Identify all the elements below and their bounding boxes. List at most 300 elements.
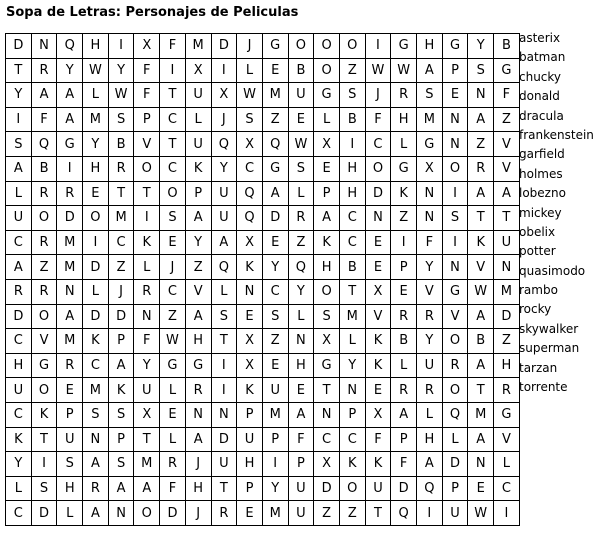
grid-cell[interactable]: R xyxy=(6,279,32,304)
grid-cell[interactable]: L xyxy=(339,329,365,354)
grid-cell[interactable]: Z xyxy=(262,329,288,354)
grid-cell[interactable]: R xyxy=(288,206,314,231)
grid-cell[interactable]: O xyxy=(339,476,365,501)
grid-cell[interactable]: F xyxy=(365,427,391,452)
grid-cell[interactable]: O xyxy=(31,206,57,231)
grid-cell[interactable]: I xyxy=(6,107,32,132)
grid-cell[interactable]: A xyxy=(288,402,314,427)
grid-cell[interactable]: F xyxy=(31,107,57,132)
grid-cell[interactable]: O xyxy=(31,378,57,403)
grid-cell[interactable]: T xyxy=(468,378,494,403)
grid-cell[interactable]: W xyxy=(468,501,494,526)
grid-cell[interactable]: P xyxy=(314,181,340,206)
grid-cell[interactable]: F xyxy=(417,230,443,255)
grid-cell[interactable]: N xyxy=(468,83,494,108)
grid-cell[interactable]: O xyxy=(83,206,109,231)
grid-cell[interactable]: X xyxy=(237,353,263,378)
grid-cell[interactable]: N xyxy=(442,255,468,280)
grid-cell[interactable]: L xyxy=(134,255,160,280)
grid-cell[interactable]: T xyxy=(160,83,186,108)
grid-cell[interactable]: P xyxy=(391,427,417,452)
grid-cell[interactable]: C xyxy=(237,156,263,181)
grid-cell[interactable]: A xyxy=(134,476,160,501)
grid-cell[interactable]: A xyxy=(417,452,443,477)
grid-cell[interactable]: H xyxy=(185,329,211,354)
grid-cell[interactable]: D xyxy=(365,181,391,206)
grid-cell[interactable]: V xyxy=(134,132,160,157)
grid-cell[interactable]: E xyxy=(262,353,288,378)
grid-cell[interactable]: T xyxy=(314,378,340,403)
grid-cell[interactable]: G xyxy=(31,353,57,378)
grid-cell[interactable]: F xyxy=(391,452,417,477)
grid-cell[interactable]: G xyxy=(391,156,417,181)
grid-cell[interactable]: Z xyxy=(314,501,340,526)
grid-cell[interactable]: R xyxy=(57,181,83,206)
grid-cell[interactable]: U xyxy=(57,427,83,452)
grid-cell[interactable]: I xyxy=(442,181,468,206)
grid-cell[interactable]: V xyxy=(494,156,520,181)
grid-cell[interactable]: P xyxy=(339,402,365,427)
grid-cell[interactable]: Q xyxy=(391,501,417,526)
grid-cell[interactable]: Y xyxy=(83,132,109,157)
grid-cell[interactable]: L xyxy=(391,132,417,157)
grid-cell[interactable]: O xyxy=(314,34,340,59)
grid-cell[interactable]: L xyxy=(211,279,237,304)
grid-cell[interactable]: U xyxy=(442,501,468,526)
grid-cell[interactable]: D xyxy=(83,304,109,329)
grid-cell[interactable]: E xyxy=(57,378,83,403)
grid-cell[interactable]: K xyxy=(468,230,494,255)
grid-cell[interactable]: N xyxy=(108,501,134,526)
grid-cell[interactable]: Z xyxy=(468,132,494,157)
grid-cell[interactable]: Q xyxy=(442,402,468,427)
grid-cell[interactable]: L xyxy=(6,181,32,206)
grid-cell[interactable]: R xyxy=(134,279,160,304)
grid-cell[interactable]: A xyxy=(417,58,443,83)
grid-cell[interactable]: Y xyxy=(211,156,237,181)
grid-cell[interactable]: A xyxy=(83,452,109,477)
grid-cell[interactable]: L xyxy=(83,83,109,108)
grid-cell[interactable]: K xyxy=(365,452,391,477)
grid-cell[interactable]: C xyxy=(339,206,365,231)
grid-cell[interactable]: E xyxy=(237,304,263,329)
grid-cell[interactable]: C xyxy=(6,501,32,526)
grid-cell[interactable]: C xyxy=(6,230,32,255)
grid-cell[interactable]: U xyxy=(134,378,160,403)
grid-cell[interactable]: N xyxy=(417,206,443,231)
grid-cell[interactable]: P xyxy=(391,255,417,280)
grid-cell[interactable]: N xyxy=(314,402,340,427)
grid-cell[interactable]: M xyxy=(57,230,83,255)
grid-cell[interactable]: Z xyxy=(339,58,365,83)
grid-cell[interactable]: N xyxy=(442,107,468,132)
grid-cell[interactable]: B xyxy=(391,329,417,354)
grid-cell[interactable]: Z xyxy=(494,107,520,132)
grid-cell[interactable]: X xyxy=(314,132,340,157)
grid-cell[interactable]: H xyxy=(339,181,365,206)
grid-cell[interactable]: M xyxy=(262,501,288,526)
grid-cell[interactable]: A xyxy=(211,230,237,255)
grid-cell[interactable]: N xyxy=(237,279,263,304)
grid-cell[interactable]: U xyxy=(211,206,237,231)
grid-cell[interactable]: Q xyxy=(237,206,263,231)
grid-cell[interactable]: G xyxy=(262,34,288,59)
grid-cell[interactable]: S xyxy=(108,402,134,427)
grid-cell[interactable]: R xyxy=(31,230,57,255)
grid-cell[interactable]: Z xyxy=(391,206,417,231)
grid-cell[interactable]: T xyxy=(494,206,520,231)
grid-cell[interactable]: N xyxy=(442,132,468,157)
grid-cell[interactable]: F xyxy=(134,329,160,354)
grid-cell[interactable]: C xyxy=(494,476,520,501)
grid-cell[interactable]: K xyxy=(339,452,365,477)
grid-cell[interactable]: R xyxy=(391,83,417,108)
grid-cell[interactable]: O xyxy=(288,34,314,59)
grid-cell[interactable]: S xyxy=(339,83,365,108)
grid-cell[interactable]: A xyxy=(108,353,134,378)
grid-cell[interactable]: C xyxy=(160,279,186,304)
grid-cell[interactable]: Z xyxy=(288,230,314,255)
grid-cell[interactable]: C xyxy=(365,132,391,157)
grid-cell[interactable]: R xyxy=(83,476,109,501)
grid-cell[interactable]: Z xyxy=(494,329,520,354)
grid-cell[interactable]: A xyxy=(57,107,83,132)
grid-cell[interactable]: O xyxy=(314,279,340,304)
grid-cell[interactable]: G xyxy=(442,279,468,304)
grid-cell[interactable]: C xyxy=(314,427,340,452)
grid-cell[interactable]: U xyxy=(417,353,443,378)
grid-cell[interactable]: Y xyxy=(468,34,494,59)
grid-cell[interactable]: S xyxy=(314,304,340,329)
grid-cell[interactable]: P xyxy=(57,402,83,427)
grid-cell[interactable]: N xyxy=(468,452,494,477)
grid-cell[interactable]: G xyxy=(391,34,417,59)
grid-cell[interactable]: N xyxy=(134,304,160,329)
grid-cell[interactable]: O xyxy=(442,329,468,354)
grid-cell[interactable]: I xyxy=(108,34,134,59)
grid-cell[interactable]: A xyxy=(391,402,417,427)
grid-cell[interactable]: P xyxy=(108,427,134,452)
grid-cell[interactable]: H xyxy=(339,156,365,181)
grid-cell[interactable]: B xyxy=(468,329,494,354)
grid-cell[interactable]: R xyxy=(417,304,443,329)
grid-cell[interactable]: I xyxy=(391,230,417,255)
grid-cell[interactable]: K xyxy=(365,329,391,354)
grid-cell[interactable]: I xyxy=(57,156,83,181)
grid-cell[interactable]: R xyxy=(494,378,520,403)
grid-cell[interactable]: C xyxy=(339,230,365,255)
grid-cell[interactable]: R xyxy=(468,156,494,181)
grid-cell[interactable]: H xyxy=(83,156,109,181)
grid-cell[interactable]: K xyxy=(31,402,57,427)
grid-cell[interactable]: O xyxy=(314,58,340,83)
grid-cell[interactable]: F xyxy=(365,107,391,132)
grid-cell[interactable]: E xyxy=(391,279,417,304)
grid-cell[interactable]: G xyxy=(494,402,520,427)
grid-cell[interactable]: E xyxy=(288,378,314,403)
grid-cell[interactable]: M xyxy=(185,34,211,59)
grid-cell[interactable]: U xyxy=(365,476,391,501)
grid-cell[interactable]: S xyxy=(237,107,263,132)
grid-cell[interactable]: Q xyxy=(31,132,57,157)
grid-cell[interactable]: C xyxy=(262,279,288,304)
grid-cell[interactable]: I xyxy=(417,501,443,526)
grid-cell[interactable]: M xyxy=(262,83,288,108)
grid-cell[interactable]: M xyxy=(57,255,83,280)
grid-cell[interactable]: S xyxy=(262,304,288,329)
grid-cell[interactable]: X xyxy=(185,58,211,83)
grid-cell[interactable]: N xyxy=(211,402,237,427)
grid-cell[interactable]: A xyxy=(185,427,211,452)
grid-cell[interactable]: C xyxy=(83,353,109,378)
grid-cell[interactable]: P xyxy=(288,452,314,477)
grid-cell[interactable]: U xyxy=(288,501,314,526)
grid-cell[interactable]: G xyxy=(57,132,83,157)
grid-cell[interactable]: L xyxy=(417,402,443,427)
grid-cell[interactable]: K xyxy=(134,230,160,255)
grid-cell[interactable]: E xyxy=(160,230,186,255)
grid-cell[interactable]: A xyxy=(6,255,32,280)
grid-cell[interactable]: N xyxy=(365,206,391,231)
grid-cell[interactable]: M xyxy=(339,304,365,329)
grid-cell[interactable]: C xyxy=(108,230,134,255)
grid-cell[interactable]: H xyxy=(185,476,211,501)
grid-cell[interactable]: N xyxy=(288,329,314,354)
grid-cell[interactable]: R xyxy=(417,378,443,403)
grid-cell[interactable]: Z xyxy=(262,107,288,132)
grid-cell[interactable]: V xyxy=(417,279,443,304)
grid-cell[interactable]: A xyxy=(185,304,211,329)
grid-cell[interactable]: I xyxy=(211,353,237,378)
grid-cell[interactable]: X xyxy=(237,132,263,157)
grid-cell[interactable]: A xyxy=(108,476,134,501)
grid-cell[interactable]: O xyxy=(134,156,160,181)
grid-cell[interactable]: X xyxy=(314,329,340,354)
grid-cell[interactable]: U xyxy=(262,378,288,403)
grid-cell[interactable]: R xyxy=(108,156,134,181)
grid-cell[interactable]: R xyxy=(31,58,57,83)
grid-cell[interactable]: A xyxy=(314,206,340,231)
grid-cell[interactable]: O xyxy=(365,156,391,181)
grid-cell[interactable]: J xyxy=(237,34,263,59)
grid-cell[interactable]: K xyxy=(237,378,263,403)
grid-cell[interactable]: K xyxy=(365,353,391,378)
grid-cell[interactable]: Y xyxy=(262,476,288,501)
grid-cell[interactable]: L xyxy=(83,279,109,304)
grid-cell[interactable]: T xyxy=(160,132,186,157)
grid-cell[interactable]: G xyxy=(262,156,288,181)
grid-cell[interactable]: M xyxy=(494,279,520,304)
grid-cell[interactable]: M xyxy=(468,402,494,427)
grid-cell[interactable]: S xyxy=(83,402,109,427)
grid-cell[interactable]: C xyxy=(6,329,32,354)
grid-cell[interactable]: M xyxy=(108,206,134,231)
grid-cell[interactable]: V xyxy=(365,304,391,329)
grid-cell[interactable]: T xyxy=(365,501,391,526)
grid-cell[interactable]: I xyxy=(262,452,288,477)
grid-cell[interactable]: D xyxy=(160,501,186,526)
grid-cell[interactable]: K xyxy=(314,230,340,255)
grid-cell[interactable]: K xyxy=(185,156,211,181)
grid-cell[interactable]: P xyxy=(237,402,263,427)
grid-cell[interactable]: Y xyxy=(417,255,443,280)
grid-cell[interactable]: C xyxy=(160,156,186,181)
grid-cell[interactable]: Y xyxy=(108,58,134,83)
grid-cell[interactable]: D xyxy=(314,476,340,501)
grid-cell[interactable]: R xyxy=(391,304,417,329)
grid-cell[interactable]: K xyxy=(6,427,32,452)
grid-cell[interactable]: I xyxy=(83,230,109,255)
grid-cell[interactable]: G xyxy=(314,83,340,108)
grid-cell[interactable]: E xyxy=(442,83,468,108)
grid-cell[interactable]: S xyxy=(442,206,468,231)
grid-cell[interactable]: E xyxy=(468,476,494,501)
grid-cell[interactable]: F xyxy=(134,58,160,83)
grid-cell[interactable]: W xyxy=(468,279,494,304)
grid-cell[interactable]: U xyxy=(288,83,314,108)
grid-cell[interactable]: L xyxy=(237,58,263,83)
grid-cell[interactable]: E xyxy=(262,58,288,83)
grid-cell[interactable]: O xyxy=(160,181,186,206)
grid-cell[interactable]: K xyxy=(83,329,109,354)
grid-cell[interactable]: Q xyxy=(262,132,288,157)
grid-cell[interactable]: Y xyxy=(339,353,365,378)
grid-cell[interactable]: M xyxy=(262,402,288,427)
grid-cell[interactable]: L xyxy=(288,181,314,206)
grid-cell[interactable]: L xyxy=(391,353,417,378)
grid-cell[interactable]: R xyxy=(31,279,57,304)
grid-cell[interactable]: Q xyxy=(288,255,314,280)
grid-cell[interactable]: G xyxy=(442,34,468,59)
grid-cell[interactable]: B xyxy=(339,107,365,132)
grid-cell[interactable]: X xyxy=(134,402,160,427)
grid-cell[interactable]: F xyxy=(288,427,314,452)
grid-cell[interactable]: A xyxy=(468,181,494,206)
grid-cell[interactable]: X xyxy=(314,452,340,477)
grid-cell[interactable]: H xyxy=(288,353,314,378)
grid-cell[interactable]: P xyxy=(237,476,263,501)
grid-cell[interactable]: S xyxy=(160,206,186,231)
grid-cell[interactable]: Y xyxy=(6,452,32,477)
grid-cell[interactable]: O xyxy=(31,304,57,329)
grid-cell[interactable]: T xyxy=(6,58,32,83)
grid-cell[interactable]: S xyxy=(211,304,237,329)
grid-cell[interactable]: E xyxy=(237,501,263,526)
grid-cell[interactable]: L xyxy=(160,427,186,452)
grid-cell[interactable]: I xyxy=(442,230,468,255)
grid-cell[interactable]: F xyxy=(160,34,186,59)
grid-cell[interactable]: Q xyxy=(57,34,83,59)
grid-cell[interactable]: E xyxy=(365,255,391,280)
grid-cell[interactable]: J xyxy=(108,279,134,304)
grid-cell[interactable]: D xyxy=(442,452,468,477)
grid-cell[interactable]: V xyxy=(494,132,520,157)
grid-cell[interactable]: I xyxy=(211,58,237,83)
grid-cell[interactable]: P xyxy=(185,181,211,206)
grid-cell[interactable]: X xyxy=(365,402,391,427)
grid-cell[interactable]: J xyxy=(185,501,211,526)
grid-cell[interactable]: Y xyxy=(57,58,83,83)
grid-cell[interactable]: B xyxy=(494,34,520,59)
grid-cell[interactable]: F xyxy=(160,476,186,501)
grid-cell[interactable]: O xyxy=(339,34,365,59)
grid-cell[interactable]: S xyxy=(288,156,314,181)
grid-cell[interactable]: V xyxy=(442,304,468,329)
grid-cell[interactable]: X xyxy=(237,329,263,354)
grid-cell[interactable]: Z xyxy=(108,255,134,280)
grid-cell[interactable]: U xyxy=(6,206,32,231)
grid-cell[interactable]: W xyxy=(160,329,186,354)
grid-cell[interactable]: V xyxy=(494,427,520,452)
grid-cell[interactable]: L xyxy=(442,427,468,452)
grid-cell[interactable]: I xyxy=(160,58,186,83)
grid-cell[interactable]: K xyxy=(108,378,134,403)
grid-cell[interactable]: A xyxy=(494,181,520,206)
grid-cell[interactable]: A xyxy=(57,83,83,108)
grid-cell[interactable]: R xyxy=(31,181,57,206)
grid-cell[interactable]: O xyxy=(442,156,468,181)
grid-cell[interactable]: B xyxy=(31,156,57,181)
grid-cell[interactable]: N xyxy=(494,255,520,280)
grid-cell[interactable]: A xyxy=(6,156,32,181)
grid-cell[interactable]: N xyxy=(417,181,443,206)
grid-cell[interactable]: H xyxy=(314,255,340,280)
grid-cell[interactable]: G xyxy=(185,353,211,378)
grid-cell[interactable]: Z xyxy=(339,501,365,526)
grid-cell[interactable]: W xyxy=(108,83,134,108)
grid-cell[interactable]: L xyxy=(160,378,186,403)
grid-cell[interactable]: I xyxy=(365,34,391,59)
grid-cell[interactable]: U xyxy=(211,181,237,206)
grid-cell[interactable]: R xyxy=(211,501,237,526)
grid-cell[interactable]: M xyxy=(134,452,160,477)
grid-cell[interactable]: D xyxy=(262,206,288,231)
grid-cell[interactable]: T xyxy=(211,476,237,501)
grid-cell[interactable]: J xyxy=(365,83,391,108)
grid-cell[interactable]: E xyxy=(365,230,391,255)
grid-cell[interactable]: N xyxy=(57,279,83,304)
grid-cell[interactable]: U xyxy=(185,132,211,157)
grid-cell[interactable]: I xyxy=(339,132,365,157)
grid-cell[interactable]: U xyxy=(494,230,520,255)
grid-cell[interactable]: E xyxy=(160,402,186,427)
grid-cell[interactable]: J xyxy=(211,107,237,132)
grid-cell[interactable]: S xyxy=(31,476,57,501)
grid-cell[interactable]: P xyxy=(262,427,288,452)
grid-cell[interactable]: H xyxy=(237,452,263,477)
grid-cell[interactable]: Y xyxy=(134,353,160,378)
grid-cell[interactable]: L xyxy=(288,304,314,329)
grid-cell[interactable]: E xyxy=(365,378,391,403)
grid-cell[interactable]: T xyxy=(31,427,57,452)
grid-cell[interactable]: A xyxy=(468,353,494,378)
grid-cell[interactable]: G xyxy=(494,58,520,83)
grid-cell[interactable]: O xyxy=(134,501,160,526)
grid-cell[interactable]: M xyxy=(83,378,109,403)
grid-cell[interactable]: D xyxy=(108,304,134,329)
grid-cell[interactable]: U xyxy=(237,427,263,452)
grid-cell[interactable]: N xyxy=(83,427,109,452)
grid-cell[interactable]: Y xyxy=(288,279,314,304)
grid-cell[interactable]: I xyxy=(134,206,160,231)
grid-cell[interactable]: V xyxy=(468,255,494,280)
grid-cell[interactable]: D xyxy=(31,501,57,526)
grid-cell[interactable]: W xyxy=(288,132,314,157)
grid-cell[interactable]: L xyxy=(494,452,520,477)
grid-cell[interactable]: D xyxy=(211,34,237,59)
grid-cell[interactable]: B xyxy=(288,58,314,83)
grid-cell[interactable]: L xyxy=(314,107,340,132)
